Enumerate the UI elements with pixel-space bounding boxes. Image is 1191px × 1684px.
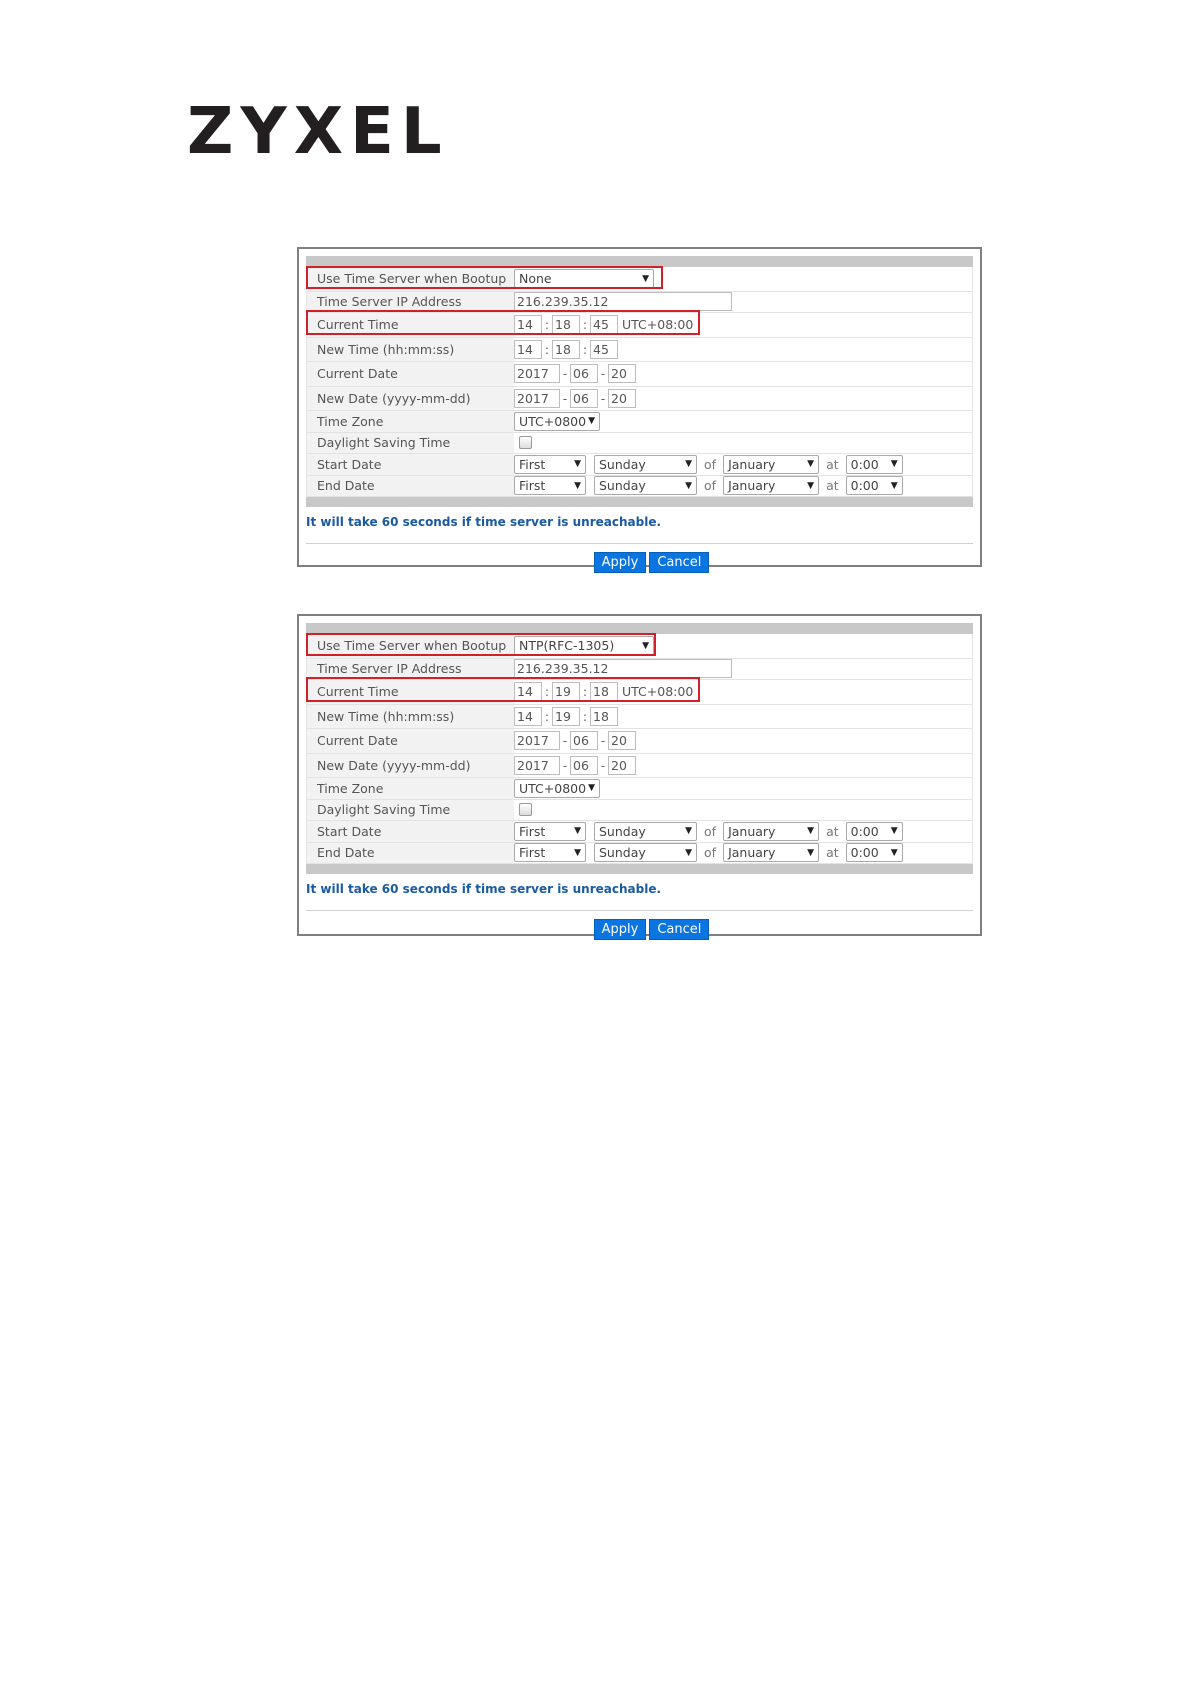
current-date-row bbox=[307, 362, 972, 387]
of-label: of bbox=[704, 823, 717, 839]
new-hour-input[interactable]: 14 bbox=[514, 707, 542, 726]
field-label: Current Time bbox=[307, 313, 514, 337]
colon: : bbox=[544, 317, 550, 333]
select-value: UTC+0800 bbox=[519, 413, 587, 429]
select-value: First bbox=[519, 823, 546, 839]
dst-checkbox[interactable] bbox=[519, 436, 532, 449]
new-day-input[interactable]: 20 bbox=[608, 756, 636, 775]
dropdown-arrow-icon: ▼ bbox=[574, 459, 581, 470]
select-value: UTC+0800 bbox=[519, 780, 587, 796]
timeout-note: It will take 60 seconds if time server is unreachable. bbox=[306, 515, 662, 529]
end-date-row bbox=[307, 843, 972, 865]
minute-display: 18 bbox=[552, 315, 580, 334]
dropdown-arrow-icon: ▼ bbox=[685, 480, 692, 491]
new-year-input[interactable]: 2017 bbox=[514, 389, 560, 408]
timezone-display: UTC+08:00 bbox=[618, 682, 690, 701]
year-display: 2017 bbox=[514, 731, 560, 750]
dropdown-arrow-icon: ▼ bbox=[890, 480, 898, 491]
field-label: New Time (hh:mm:ss) bbox=[307, 338, 514, 362]
dash: - bbox=[600, 366, 606, 382]
select-value: January bbox=[728, 823, 776, 839]
field-label: Time Server IP Address bbox=[307, 659, 514, 680]
colon: : bbox=[582, 708, 588, 724]
new-second-input[interactable]: 45 bbox=[590, 340, 618, 359]
colon: : bbox=[582, 341, 588, 357]
start-week-select[interactable] bbox=[514, 455, 586, 474]
new-time-row bbox=[307, 705, 972, 730]
select-value: January bbox=[728, 845, 776, 861]
dropdown-arrow-icon: ▼ bbox=[685, 847, 692, 858]
select-value: January bbox=[728, 456, 776, 472]
time-zone-select[interactable] bbox=[514, 779, 600, 798]
zyxel-logo: ZYXEL bbox=[187, 95, 449, 169]
start-month-select[interactable] bbox=[723, 455, 819, 474]
hour-display: 14 bbox=[514, 315, 542, 334]
colon: : bbox=[582, 317, 588, 333]
dropdown-arrow-icon: ▼ bbox=[807, 480, 815, 491]
select-value: 0:00 bbox=[850, 478, 879, 494]
timezone-display: UTC+08:00 bbox=[618, 315, 690, 334]
field-label: New Time (hh:mm:ss) bbox=[307, 705, 514, 729]
highlight-box-time-server bbox=[306, 633, 656, 656]
start-day-select[interactable] bbox=[594, 822, 697, 841]
field-label: Time Zone bbox=[307, 778, 514, 799]
new-hour-input[interactable]: 14 bbox=[514, 340, 542, 359]
field-label: Current Time bbox=[307, 680, 514, 704]
dropdown-arrow-icon: ▼ bbox=[807, 459, 815, 470]
dropdown-arrow-icon: ▼ bbox=[890, 826, 898, 837]
new-year-input[interactable]: 2017 bbox=[514, 756, 560, 775]
second-display: 45 bbox=[590, 315, 618, 334]
cancel-button[interactable]: Cancel bbox=[649, 919, 709, 940]
dropdown-arrow-icon: ▼ bbox=[685, 826, 692, 837]
select-value: First bbox=[519, 845, 546, 861]
time-settings-screenshot-2 bbox=[297, 614, 982, 936]
select-value: Sunday bbox=[599, 478, 646, 494]
dropdown-arrow-icon: ▼ bbox=[807, 826, 815, 837]
time-zone-row bbox=[307, 778, 972, 800]
field-label: Daylight Saving Time bbox=[307, 800, 514, 821]
end-week-select[interactable] bbox=[514, 476, 586, 495]
divider bbox=[306, 543, 973, 544]
of-label: of bbox=[704, 478, 717, 494]
day-display: 20 bbox=[608, 364, 636, 383]
server-ip-input[interactable]: 216.239.35.12 bbox=[514, 659, 732, 678]
new-minute-input[interactable]: 18 bbox=[552, 340, 580, 359]
end-hour-select[interactable] bbox=[846, 476, 903, 495]
hour-display: 14 bbox=[514, 682, 542, 701]
year-display: 2017 bbox=[514, 364, 560, 383]
dash: - bbox=[562, 757, 568, 773]
dropdown-arrow-icon: ▼ bbox=[588, 416, 595, 427]
new-day-input[interactable]: 20 bbox=[608, 389, 636, 408]
time-zone-select[interactable] bbox=[514, 412, 600, 431]
of-label: of bbox=[704, 845, 717, 861]
highlight-box-time-server bbox=[306, 266, 663, 289]
dropdown-arrow-icon: ▼ bbox=[574, 826, 581, 837]
dash: - bbox=[600, 733, 606, 749]
dropdown-arrow-icon: ▼ bbox=[890, 459, 898, 470]
dropdown-arrow-icon: ▼ bbox=[574, 847, 581, 858]
select-value: 0:00 bbox=[850, 456, 879, 472]
end-month-select[interactable] bbox=[723, 476, 819, 495]
select-value: 0:00 bbox=[850, 823, 879, 839]
footer-bar bbox=[306, 497, 973, 507]
dst-row bbox=[307, 800, 972, 822]
field-label: End Date bbox=[307, 843, 514, 864]
at-label: at bbox=[826, 478, 839, 494]
field-label: Daylight Saving Time bbox=[307, 433, 514, 454]
start-date-row bbox=[307, 821, 972, 843]
at-label: at bbox=[826, 845, 839, 861]
dash: - bbox=[562, 733, 568, 749]
start-hour-select[interactable] bbox=[846, 455, 903, 474]
dash: - bbox=[562, 390, 568, 406]
highlight-box-current-time bbox=[306, 677, 700, 702]
dropdown-arrow-icon: ▼ bbox=[685, 459, 692, 470]
of-label: of bbox=[704, 456, 717, 472]
at-label: at bbox=[826, 823, 839, 839]
field-label: New Date (yyyy-mm-dd) bbox=[307, 754, 514, 778]
select-value: 0:00 bbox=[850, 845, 879, 861]
select-value: Sunday bbox=[599, 823, 646, 839]
select-value: Sunday bbox=[599, 456, 646, 472]
current-date-row bbox=[307, 729, 972, 754]
dash: - bbox=[562, 366, 568, 382]
at-label: at bbox=[826, 456, 839, 472]
start-hour-select[interactable] bbox=[846, 822, 903, 841]
dash: - bbox=[600, 390, 606, 406]
colon: : bbox=[544, 684, 550, 700]
end-day-select[interactable] bbox=[594, 843, 697, 862]
end-day-select[interactable] bbox=[594, 476, 697, 495]
timeout-note: It will take 60 seconds if time server is unreachable. bbox=[306, 882, 662, 896]
dst-checkbox[interactable] bbox=[519, 803, 532, 816]
start-month-select[interactable] bbox=[723, 822, 819, 841]
select-value: Sunday bbox=[599, 845, 646, 861]
new-month-input[interactable]: 06 bbox=[570, 756, 598, 775]
minute-display: 19 bbox=[552, 682, 580, 701]
new-second-input[interactable]: 18 bbox=[590, 707, 618, 726]
select-value: First bbox=[519, 478, 546, 494]
divider bbox=[306, 910, 973, 911]
dropdown-arrow-icon: ▼ bbox=[588, 783, 595, 794]
server-ip-input[interactable]: 216.239.35.12 bbox=[514, 292, 732, 311]
apply-button[interactable]: Apply bbox=[594, 552, 647, 573]
apply-button[interactable]: Apply bbox=[594, 919, 647, 940]
time-zone-row bbox=[307, 411, 972, 433]
new-date-row bbox=[307, 387, 972, 412]
end-month-select[interactable] bbox=[723, 843, 819, 862]
dropdown-arrow-icon: ▼ bbox=[807, 847, 815, 858]
select-value: January bbox=[728, 478, 776, 494]
field-label: New Date (yyyy-mm-dd) bbox=[307, 387, 514, 411]
dropdown-arrow-icon: ▼ bbox=[642, 273, 649, 284]
end-date-row bbox=[307, 476, 972, 498]
new-month-input[interactable]: 06 bbox=[570, 389, 598, 408]
end-hour-select[interactable] bbox=[846, 843, 903, 862]
field-label: End Date bbox=[307, 476, 514, 497]
month-display: 06 bbox=[570, 364, 598, 383]
month-display: 06 bbox=[570, 731, 598, 750]
second-display: 18 bbox=[590, 682, 618, 701]
colon: : bbox=[582, 684, 588, 700]
dropdown-arrow-icon: ▼ bbox=[890, 847, 898, 858]
dash: - bbox=[600, 757, 606, 773]
select-value: First bbox=[519, 456, 546, 472]
colon: : bbox=[544, 341, 550, 357]
select-value: None bbox=[519, 271, 552, 287]
dropdown-arrow-icon: ▼ bbox=[574, 480, 581, 491]
field-label: Use Time Server when Bootup bbox=[307, 267, 514, 291]
field-label: Current Date bbox=[307, 362, 514, 386]
dst-row bbox=[307, 433, 972, 455]
start-date-row bbox=[307, 454, 972, 476]
colon: : bbox=[544, 708, 550, 724]
new-date-row bbox=[307, 754, 972, 779]
highlight-box-current-time bbox=[306, 310, 700, 335]
cancel-button[interactable]: Cancel bbox=[649, 552, 709, 573]
new-minute-input[interactable]: 19 bbox=[552, 707, 580, 726]
start-day-select[interactable] bbox=[594, 455, 697, 474]
start-week-select[interactable] bbox=[514, 822, 586, 841]
field-label: Time Zone bbox=[307, 411, 514, 432]
field-label: Use Time Server when Bootup bbox=[307, 634, 514, 658]
day-display: 20 bbox=[608, 731, 636, 750]
dropdown-arrow-icon: ▼ bbox=[642, 640, 649, 651]
new-time-row bbox=[307, 338, 972, 363]
field-label: Time Server IP Address bbox=[307, 292, 514, 313]
select-value: NTP(RFC-1305) bbox=[519, 638, 615, 654]
field-label: Start Date bbox=[307, 454, 514, 475]
time-settings-screenshot-1 bbox=[297, 247, 982, 570]
end-week-select[interactable] bbox=[514, 843, 586, 862]
field-label: Current Date bbox=[307, 729, 514, 753]
field-label: Start Date bbox=[307, 821, 514, 842]
footer-bar bbox=[306, 864, 973, 874]
